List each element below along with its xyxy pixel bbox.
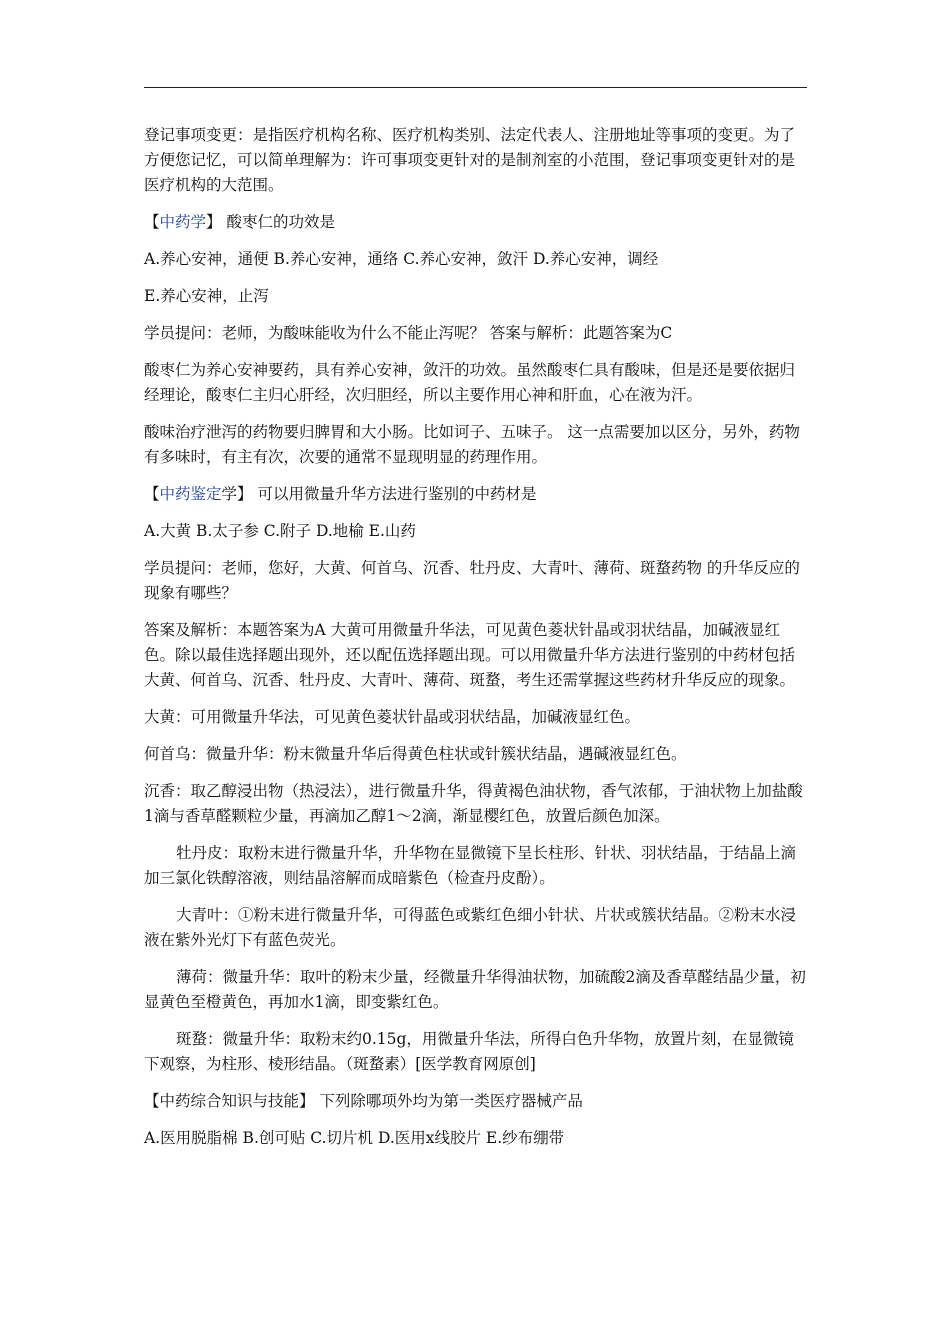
herb-mudanpi: 牡丹皮：取粉末进行微量升华，升华物在显微镜下呈长柱形、针状、羽状结晶，于结晶上滴加三氯化铁醇溶液，则结晶溶解而成暗紫色（检查丹皮酚）。 bbox=[144, 844, 797, 887]
paragraph-registration-change: 登记事项变更：是指医疗机构名称、医疗机构类别、法定代表人、注册地址等事项的变更。为了方便您记忆，可以简单理解为：许可事项变更针对的是制剂室的小范围，登记事项变更针对的是医疗机构的大范围。 bbox=[144, 126, 796, 194]
question-1-answer-part1: 酸枣仁为养心安神要药，具有养心安神，敛汗的功效。虽然酸枣仁具有酸味，但是还是要依据归经理论，酸枣仁主归心肝经，次归胆经，所以主要作用心神和肝血，心在液为汗。 bbox=[144, 361, 796, 404]
question-text-2: 可以用微量升华方法进行鉴别的中药材是 bbox=[252, 485, 537, 503]
bracket-close: 】 bbox=[206, 213, 222, 231]
question-1-options-b: E.养心安神，止泻 bbox=[144, 287, 269, 305]
question-2-answer: 答案及解析：本题答案为A 大黄可用微量升华法，可见黄色菱状针晶或羽状结晶，加碱液显红色。除以最佳选择题出现外，还以配伍选择题出现。可以用微量升华方法进行鉴别的中药材包括大黄、何首乌、沉香、牡丹皮、大青叶、薄荷、斑蝥，考生还需掌握这些药材升华反应的现象。 bbox=[144, 621, 796, 689]
herb-daqingye: 大青叶：①粉末进行微量升华，可得蓝色或紫红色细小针状、片状或簇状结晶。②粉末水浸液在紫外光灯下有蓝色荧光。 bbox=[144, 906, 797, 949]
question-3-options: A.医用脱脂棉 B.创可贴 C.切片机 D.医用x线胶片 E.纱布绷带 bbox=[144, 1129, 565, 1147]
bracket-open: 【 bbox=[144, 213, 160, 231]
question-2-student-ask: 学员提问：老师，您好，大黄、何首乌、沉香、牡丹皮、大青叶、薄荷、斑蝥药物 的升华反应的现象有哪些？ bbox=[144, 559, 800, 602]
question-text-1: 酸枣仁的功效是 bbox=[221, 213, 335, 231]
subject-link-zhongyaojianding[interactable]: 中药鉴定 bbox=[159, 485, 222, 503]
question-1-answer-part2: 酸味治疗泄泻的药物要归脾胃和大小肠。比如诃子、五味子。 这一点需要加以区分，另外，药物有多味时，有主有次，次要的通常不显现明显的药理作用。 bbox=[144, 423, 800, 466]
herb-dahuang: 大黄：可用微量升华法，可见黄色菱状针晶或羽状结晶，加碱液显红色。 bbox=[144, 708, 641, 726]
header-rule bbox=[144, 87, 807, 88]
herb-heshouwu: 何首乌：微量升华：粉末微量升华后得黄色柱状或针簇状结晶，遇碱液显红色。 bbox=[144, 745, 687, 763]
bracket-open: 【 bbox=[144, 485, 160, 503]
question-heading-2 bbox=[144, 482, 809, 507]
question-1-student-ask: 学员提问：老师，为酸味能收为什么不能止泻呢？ 答案与解析：此题答案为C bbox=[144, 324, 673, 342]
herb-banmao: 斑蝥：微量升华：取粉末约0.15g，用微量升华法，所得白色升华物，放置片刻，在显微镜下观察，为柱形、棱形结晶。（斑蝥素）[医学教育网原创] bbox=[144, 1030, 794, 1073]
question-heading-1 bbox=[144, 210, 809, 235]
subject-link-zhongyaoxue[interactable]: 中药学 bbox=[159, 213, 207, 231]
subject-tail: 学】 bbox=[221, 485, 253, 503]
herb-bohe: 薄荷：微量升华：取叶的粉末少量，经微量升华得油状物，加硫酸2滴及香草醛结晶少量，初显黄色至橙黄色，再加水1滴，即变紫红色。 bbox=[144, 968, 806, 1011]
herb-chenxiang: 沉香：取乙醇浸出物（热浸法），进行微量升华，得黄褐色油状物，香气浓郁，于油状物上加盐酸1滴与香草醛颗粒少量，再滴加乙醇1～2滴，渐显樱红色，放置后颜色加深。 bbox=[144, 782, 803, 825]
question-heading-3: 【中药综合知识与技能】 下列除哪项外均为第一类医疗器械产品 bbox=[144, 1092, 583, 1110]
question-2-options: A.大黄 B.太子参 C.附子 D.地榆 E.山药 bbox=[144, 522, 416, 540]
question-1-options-a: A.养心安神，通便 B.养心安神，通络 C.养心安神，敛汗 D.养心安神，调经 bbox=[144, 250, 659, 268]
document-body bbox=[144, 123, 809, 1163]
